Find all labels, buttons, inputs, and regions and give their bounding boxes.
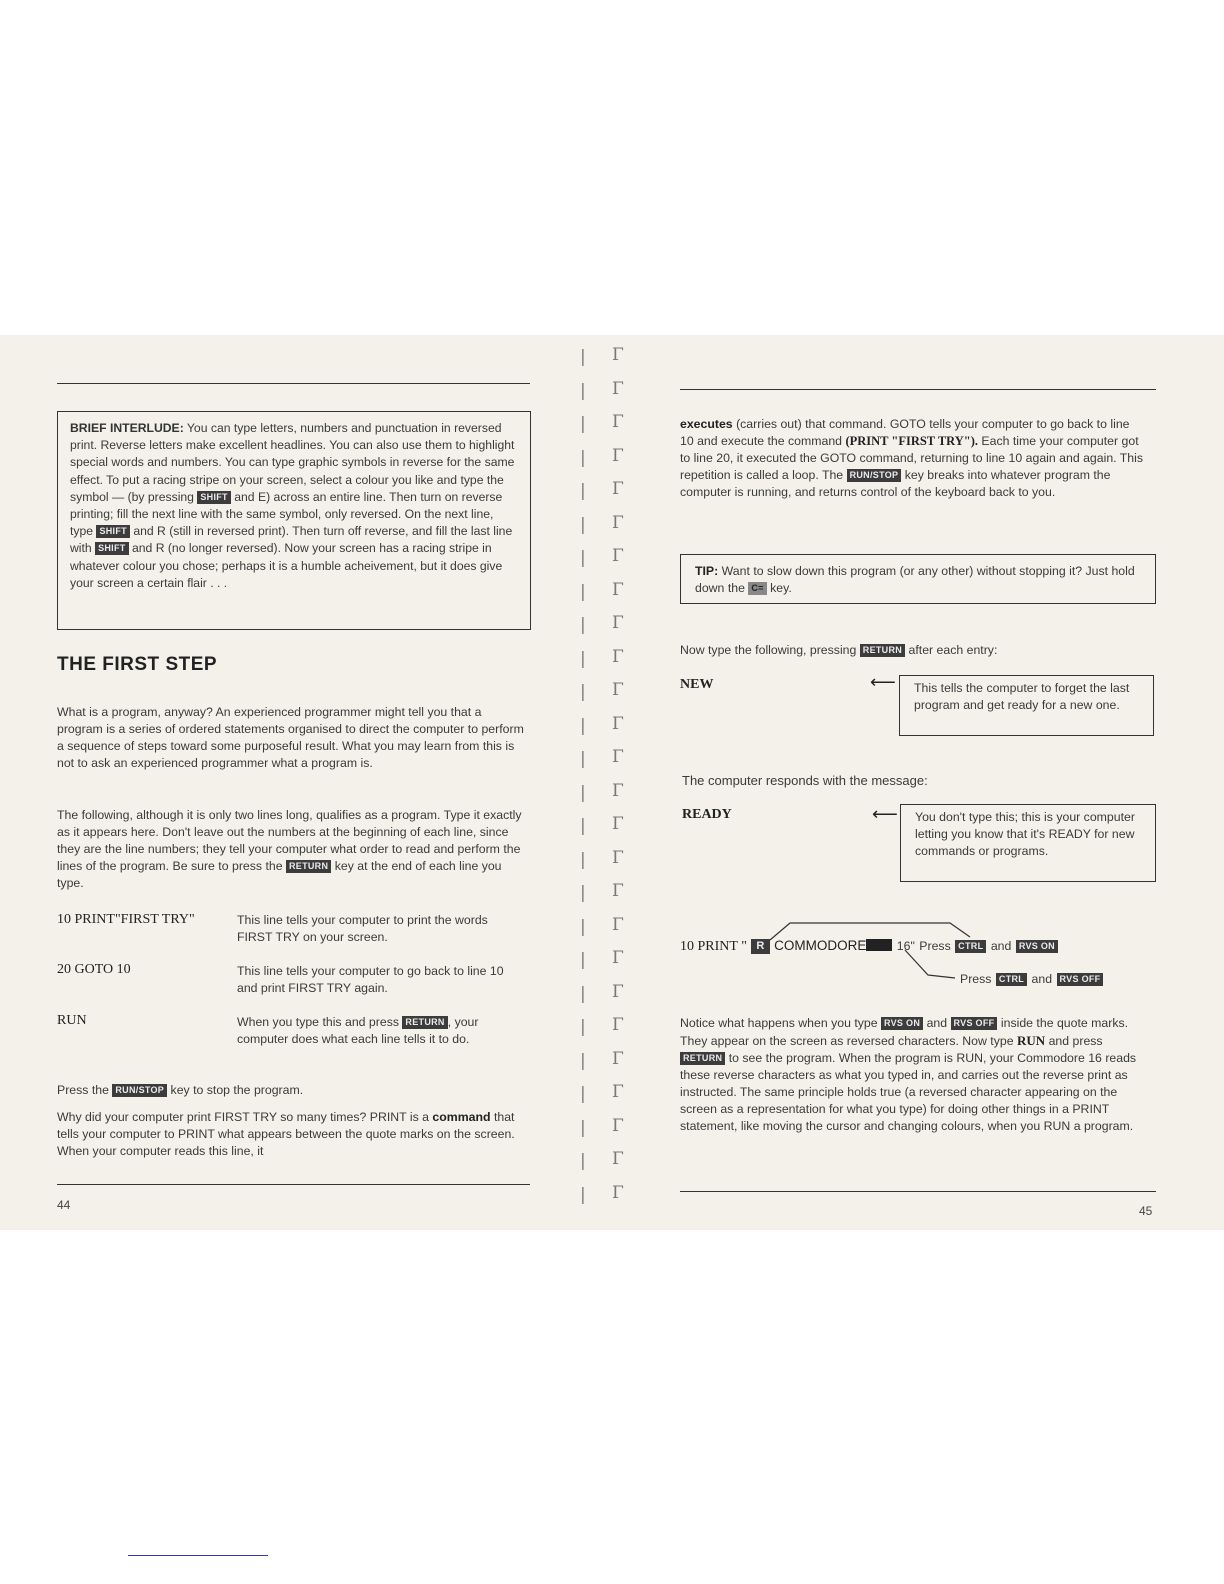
para-notice — [680, 1015, 1145, 1135]
ctrl-key: CTRL — [996, 973, 1027, 986]
ready-command: READY — [682, 807, 732, 822]
line10-a: 10 PRINT " — [680, 939, 747, 954]
tip-a: Want to slow down this program (or any other) without stopping it? Just hold down the — [695, 564, 1135, 595]
press-runstop-line — [57, 1082, 303, 1099]
tip-lead: TIP: — [695, 564, 719, 578]
code-line-3: RUN — [57, 1013, 87, 1028]
binding-hook: Γ — [612, 1115, 624, 1136]
binding-hook: Γ — [612, 713, 624, 734]
line10-statement — [680, 937, 1058, 955]
line10-b: COMMODORE — [774, 938, 867, 953]
binding-post: | — [580, 883, 586, 903]
notice-d: and press — [1048, 1034, 1103, 1048]
binding-post: | — [580, 648, 586, 669]
arrow-left-icon: ⟵ — [872, 804, 898, 824]
new-command: NEW — [680, 677, 714, 692]
binding-post: | — [580, 715, 586, 736]
binding-hook: Γ — [612, 914, 624, 935]
notice-e: to see the program. When the program is RUN, your Commodore 16 reads these reverse characters as what you typed in, and carries out the reverse print as instructed. The same principle holds true (a reversed character appearing on the screen as a representation for what you type) for doing other things in a PRINT statement, like moving the cursor and changing colours, when you RUN a program. — [680, 1051, 1137, 1133]
exec-code: (PRINT "FIRST TRY"). — [845, 434, 978, 448]
page-number-right: 45 — [1139, 1204, 1153, 1218]
return-key: RETURN — [860, 644, 905, 657]
pointer-lines — [750, 920, 980, 990]
right-bottom-rule — [680, 1191, 1156, 1192]
code-desc-2: This line tells your computer to go back to line 10 and print FIRST TRY again. — [237, 964, 504, 995]
brief-p1: You can type letters, numbers and punctuation in reversed print. Reverse letters make excellent headlines. You can also use them to highlight special words and numbers. You can type graphic symbols in reverse for the same effect. To put a racing stripe on your screen, select a colour you like and type the symbol — [70, 421, 515, 504]
return-key: RETURN — [402, 1016, 447, 1029]
binding-post: | — [580, 414, 586, 434]
return-key: RETURN — [286, 860, 331, 873]
para-executes — [680, 416, 1145, 501]
binding-hook: Γ — [612, 412, 624, 432]
press-word: Press — [960, 972, 992, 986]
notice-a: Notice what happens when you type — [680, 1016, 878, 1030]
binding-post: | — [580, 548, 586, 568]
press-a: Press the — [57, 1083, 109, 1097]
brief-p2: — (by pressing — [112, 489, 194, 504]
binding-post: | — [580, 447, 586, 468]
binding-hook: Γ — [612, 1015, 624, 1035]
right-top-rule — [680, 389, 1156, 390]
binding-hook: Γ — [612, 579, 624, 600]
binding-post: | — [580, 1117, 586, 1138]
tip-b: key. — [770, 581, 792, 595]
scan-underline — [128, 1555, 268, 1556]
para-following — [57, 807, 527, 892]
binding-hook: Γ — [612, 1182, 624, 1203]
binding-post: | — [580, 380, 586, 401]
binding-post: | — [580, 782, 586, 803]
code-desc-3 — [237, 1014, 527, 1048]
shift-key: SHIFT — [96, 525, 130, 538]
binding-hook: Γ — [612, 546, 624, 566]
left-bottom-rule — [57, 1184, 530, 1185]
binding-hook: Γ — [612, 814, 624, 834]
binding-hook: Γ — [612, 1082, 624, 1102]
line10-c: 16" — [896, 939, 915, 953]
binding-post: | — [580, 1151, 586, 1171]
binding-post: | — [580, 481, 586, 501]
binding-hook: Γ — [612, 445, 624, 466]
para-following-b: key at the end of each line you type. — [57, 859, 502, 890]
rvs-on-key: RVS ON — [1016, 940, 1058, 953]
rvs-off-key: RVS OFF — [1057, 973, 1104, 986]
runstop-key: RUN/STOP — [112, 1084, 167, 1097]
binding-hook: Γ — [612, 981, 624, 1002]
binding-post: | — [580, 1017, 586, 1037]
binding-hook: Γ — [612, 780, 624, 801]
exec-c: key breaks into whatever program the computer is running, and returns control of the keyboard back to you. — [680, 468, 1111, 499]
para-why — [57, 1109, 527, 1160]
code-desc-1: This line tells your computer to print the words FIRST TRY on your screen. — [237, 913, 488, 944]
why-a: Why did your computer print FIRST TRY so many times? PRINT is a — [57, 1110, 429, 1124]
binding-hook: Γ — [612, 345, 624, 365]
why-b: that tells your computer to PRINT what appears between the quote marks on the screen. When your computer reads this line, it — [57, 1110, 515, 1158]
code-desc-3b: , your computer does what each line tells it to do. — [237, 1015, 479, 1046]
now-b: after each entry: — [908, 643, 998, 657]
binding-post: | — [580, 581, 586, 602]
rvs-on-key: RVS ON — [881, 1017, 923, 1030]
run-word: RUN — [1016, 1033, 1046, 1048]
graphic-bar-glyph — [866, 939, 892, 951]
brief-lead: BRIEF INTERLUDE: — [70, 421, 184, 435]
binding-post: | — [580, 916, 586, 937]
brief-p4: and R (still in reversed print). Then turn off reverse, and fill the last line with — [70, 524, 513, 556]
runstop-key: RUN/STOP — [847, 469, 902, 482]
responds-line: The computer responds with the message: — [682, 773, 928, 788]
and-word: and — [990, 939, 1012, 953]
shift-key: SHIFT — [197, 491, 231, 504]
binding-post: | — [580, 749, 586, 769]
rvs-glyph: R — [751, 939, 769, 954]
now-a: Now type the following, pressing — [680, 643, 857, 657]
binding-hook: Γ — [612, 1048, 624, 1069]
binding-post: | — [580, 816, 586, 836]
brief-p5: and R (no longer reversed). Now your screen has a racing stripe in whatever colour you chose; perhaps it is a humble acheivement, but it does give your screen a certain flair . . . — [70, 541, 503, 590]
binding-hook: Γ — [612, 613, 624, 633]
para-following-a: The following, although it is only two lines long, qualifies as a program. Type it exactly as it appears here. Don't leave out the numbers at the beginning of each line, since they are the line numbers; they tell your computer what order to read and perform the lines of the program. Be sure to press the — [57, 808, 522, 873]
code-line-1: 10 PRINT"FIRST TRY" — [57, 912, 195, 927]
exec-b: Each time your computer got to line 20, it executed the GOTO command, returning to line 10 again and again. This repetition is called a loop. The — [680, 434, 1144, 482]
spiral-binding — [566, 345, 646, 1225]
brief-p3: and E) across an entire line. Then turn on reverse printing; fill the next line with the same symbol, only reversed. On the next line, type — [70, 489, 503, 539]
page-number-left: 44 — [57, 1198, 71, 1212]
code-desc-3a: When you type this and press — [237, 1015, 399, 1029]
exec-bold: executes — [680, 417, 733, 431]
binding-post: | — [580, 347, 586, 367]
binding-hook: Γ — [612, 479, 624, 499]
notice-c: inside the quote marks. They appear on the screen as reversed characters. Now type — [680, 1016, 1129, 1048]
binding-hook: Γ — [612, 881, 624, 901]
tip-text — [695, 563, 1141, 597]
binding-post: | — [580, 1084, 586, 1104]
brief-interlude-box — [57, 411, 531, 630]
exec-a: (carries out) that command. GOTO tells your computer to go back to line 10 and execute the command — [680, 417, 1130, 448]
brief-interlude-text — [70, 420, 518, 592]
ready-note-box — [900, 804, 1156, 882]
binding-post: | — [580, 1050, 586, 1071]
press-b: key to stop the program. — [170, 1083, 304, 1097]
binding-post: | — [580, 849, 586, 870]
arrow-left-icon: ⟵ — [870, 672, 896, 692]
why-bold: command — [432, 1110, 491, 1124]
commodore-key: C= — [748, 582, 766, 595]
section-heading: THE FIRST STEP — [57, 654, 218, 675]
rvs-off-key: RVS OFF — [951, 1017, 998, 1030]
shift-key: SHIFT — [95, 542, 129, 555]
press-word: Press — [919, 939, 951, 953]
binding-post: | — [580, 615, 586, 635]
new-note-box — [899, 675, 1154, 736]
para-what-is-program: What is a program, anyway? An experienced programmer might tell you that a program is a series of ordered statements organised to direct the computer to perform a sequence of steps toward some purposeful result. What you may learn from this is not to ask an experienced programmer what a program is. — [57, 705, 524, 770]
binding-hook: Γ — [612, 646, 624, 667]
binding-hook: Γ — [612, 1149, 624, 1169]
binding-post: | — [580, 950, 586, 970]
notice-b: and — [926, 1016, 948, 1030]
and-word: and — [1031, 972, 1053, 986]
binding-hook: Γ — [612, 948, 624, 968]
binding-hook: Γ — [612, 680, 624, 700]
binding-post: | — [580, 682, 586, 702]
left-top-rule — [57, 383, 530, 384]
binding-post: | — [580, 514, 586, 535]
binding-post: | — [580, 1184, 586, 1205]
code-line-2: 20 GOTO 10 — [57, 962, 131, 977]
binding-hook: Γ — [612, 512, 624, 533]
binding-post: | — [580, 983, 586, 1004]
ctrl-key: CTRL — [955, 940, 986, 953]
tip-box — [680, 554, 1156, 604]
return-key: RETURN — [680, 1052, 725, 1065]
binding-hook: Γ — [612, 378, 624, 399]
now-type-line — [680, 642, 997, 659]
ready-note-text: You don't type this; this is your computer letting you know that it's READY for new commands or programs. — [915, 810, 1135, 858]
rvs-off-instruction — [960, 970, 1103, 988]
new-note-text: This tells the computer to forget the last program and get ready for a new one. — [914, 681, 1130, 712]
binding-hook: Γ — [612, 847, 624, 868]
binding-hook: Γ — [612, 747, 624, 767]
